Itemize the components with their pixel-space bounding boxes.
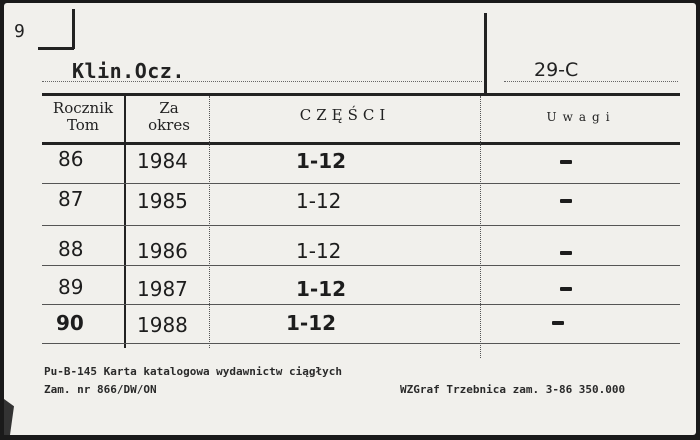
cell-tom: 87 — [58, 187, 84, 211]
title-divider — [484, 13, 487, 93]
cell-uwagi — [560, 251, 572, 255]
row-line-1 — [42, 183, 680, 184]
header-rocznik-tom — [42, 100, 124, 134]
cell-okres: 1986 — [137, 239, 188, 263]
header-za-okres — [128, 100, 210, 134]
number-bracket-horizontal — [38, 47, 74, 50]
col-divider-2 — [209, 96, 210, 348]
cell-czesci: 1-12 — [296, 149, 347, 173]
col-divider-3 — [480, 96, 481, 358]
footer-printer: WZGraf Trzebnica zam. 3-86 350.000 — [400, 383, 626, 396]
cell-czesci: 1-12 — [296, 277, 347, 301]
header-rocznik: Rocznik — [52, 99, 114, 117]
title-dotted-line — [42, 81, 482, 82]
cell-okres: 1988 — [137, 313, 188, 337]
header-okres: okres — [148, 116, 190, 134]
cell-tom: 88 — [58, 237, 84, 261]
card-number: 9 — [14, 21, 25, 42]
cell-czesci: 1-12 — [286, 311, 337, 335]
cell-uwagi — [560, 160, 572, 164]
card-signature: 29-C — [534, 59, 579, 81]
card-edge-tab — [4, 399, 14, 435]
catalog-card — [4, 3, 696, 435]
header-czesci: CZĘŚCI — [299, 106, 391, 124]
cell-tom: 89 — [58, 275, 84, 299]
cell-uwagi — [560, 199, 572, 203]
cell-okres: 1984 — [137, 149, 188, 173]
header-tom: Tom — [66, 116, 100, 134]
cell-tom: 86 — [58, 147, 84, 171]
signature-dotted-line — [504, 81, 678, 82]
row-line-3 — [42, 265, 680, 266]
col-divider-1 — [124, 96, 126, 348]
header-bottom-rule — [42, 142, 680, 145]
cell-czesci: 1-12 — [296, 239, 342, 263]
table-top-rule — [42, 93, 680, 96]
header-za: Za — [159, 99, 179, 117]
row-line-5 — [42, 343, 680, 344]
number-bracket-vertical — [72, 9, 75, 49]
cell-uwagi — [552, 321, 564, 325]
footer-form-title: Pu-B-145 Karta katalogowa wydawnictw ciągłych — [44, 365, 343, 378]
cell-okres: 1987 — [137, 277, 188, 301]
row-line-4 — [42, 304, 680, 305]
footer-order-number: Zam. nr 866/DW/ON — [44, 383, 157, 396]
cell-okres: 1985 — [137, 189, 188, 213]
card-title: Klin.Ocz. — [72, 59, 185, 83]
cell-tom: 90 — [56, 311, 84, 335]
header-uwagi: Uwagi — [546, 110, 616, 124]
cell-czesci: 1-12 — [296, 189, 342, 213]
cell-uwagi — [560, 287, 572, 291]
row-line-2 — [42, 225, 680, 226]
